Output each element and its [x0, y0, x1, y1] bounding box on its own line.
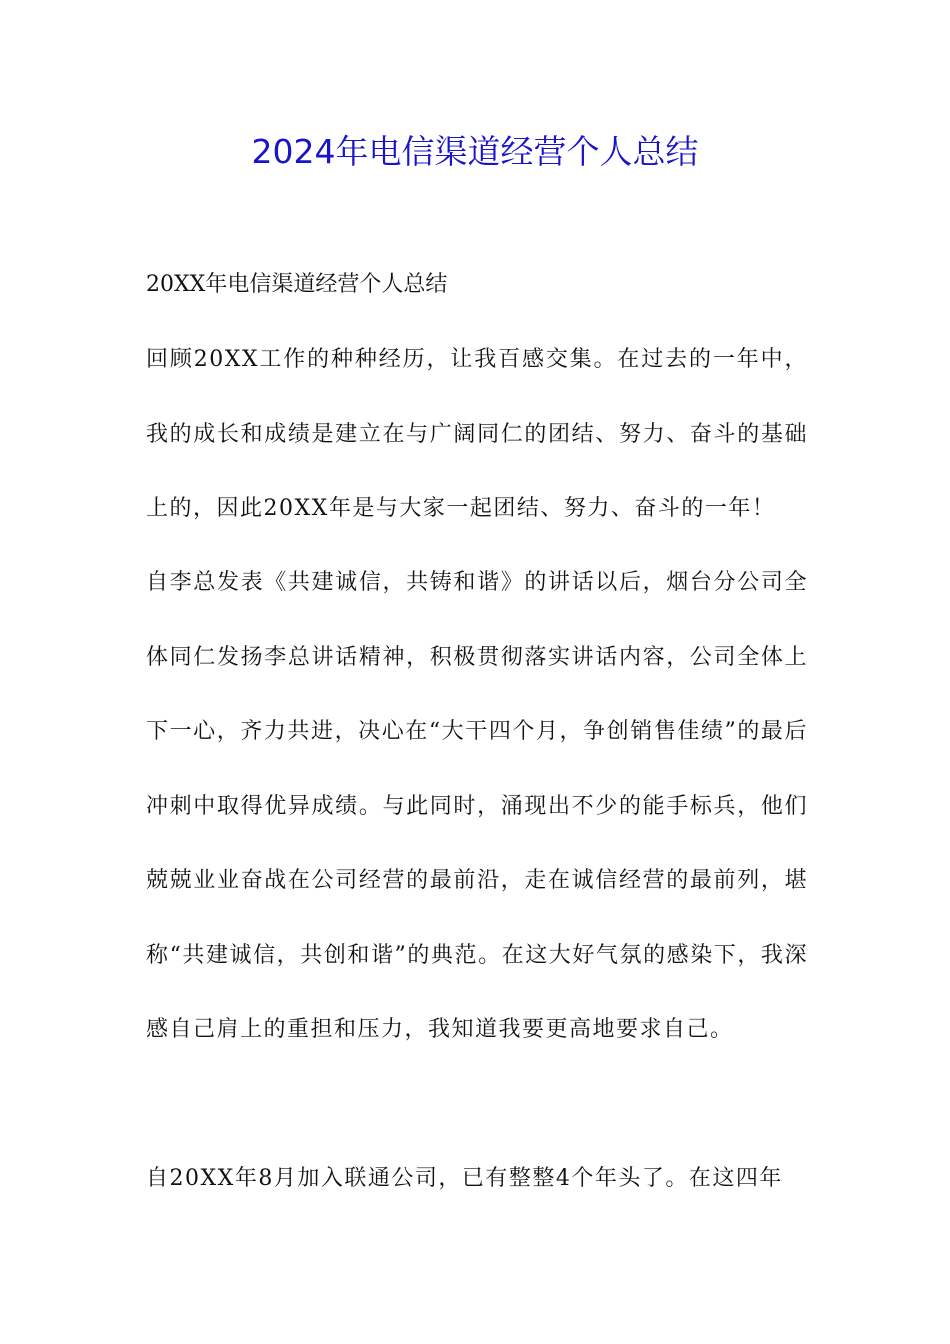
- document-title: 2024年电信渠道经营个人总结: [251, 132, 699, 171]
- paragraph-3: 自20XX年8月加入联通公司，已有整整4个年头了。在这四年: [146, 1166, 783, 1191]
- document-subtitle: 20XX年电信渠道经营个人总结: [146, 272, 448, 297]
- paragraph-1: 回顾20XX工作的种种经历，让我百感交集。在过去的一年中，我的成长和成绩是建立在与广阔同仁的团结、努力、奋斗的基础上的，因此20XX年是与大家一起团结、努力、奋斗的一年！: [146, 347, 808, 521]
- paragraph-2: 自李总发表《共建诚信，共铸和谐》的讲话以后，烟台分公司全体同仁发扬李总讲话精神，积极贯彻落实讲话内容，公司全体上下一心，齐力共进，决心在“大干四个月，争创销售佳绩”的最后冲刺中取得优异成绩。与此同时，涌现出不少的能手标兵，他们兢兢业业奋战在公司经营的最前沿，走在诚信经营的最前列，堪称“共建诚信，共创和谐”的典范。在这大好气氛的感染下，我深感自己肩上的重担和压力，我知道我要更高地要求自己。: [146, 570, 808, 1042]
